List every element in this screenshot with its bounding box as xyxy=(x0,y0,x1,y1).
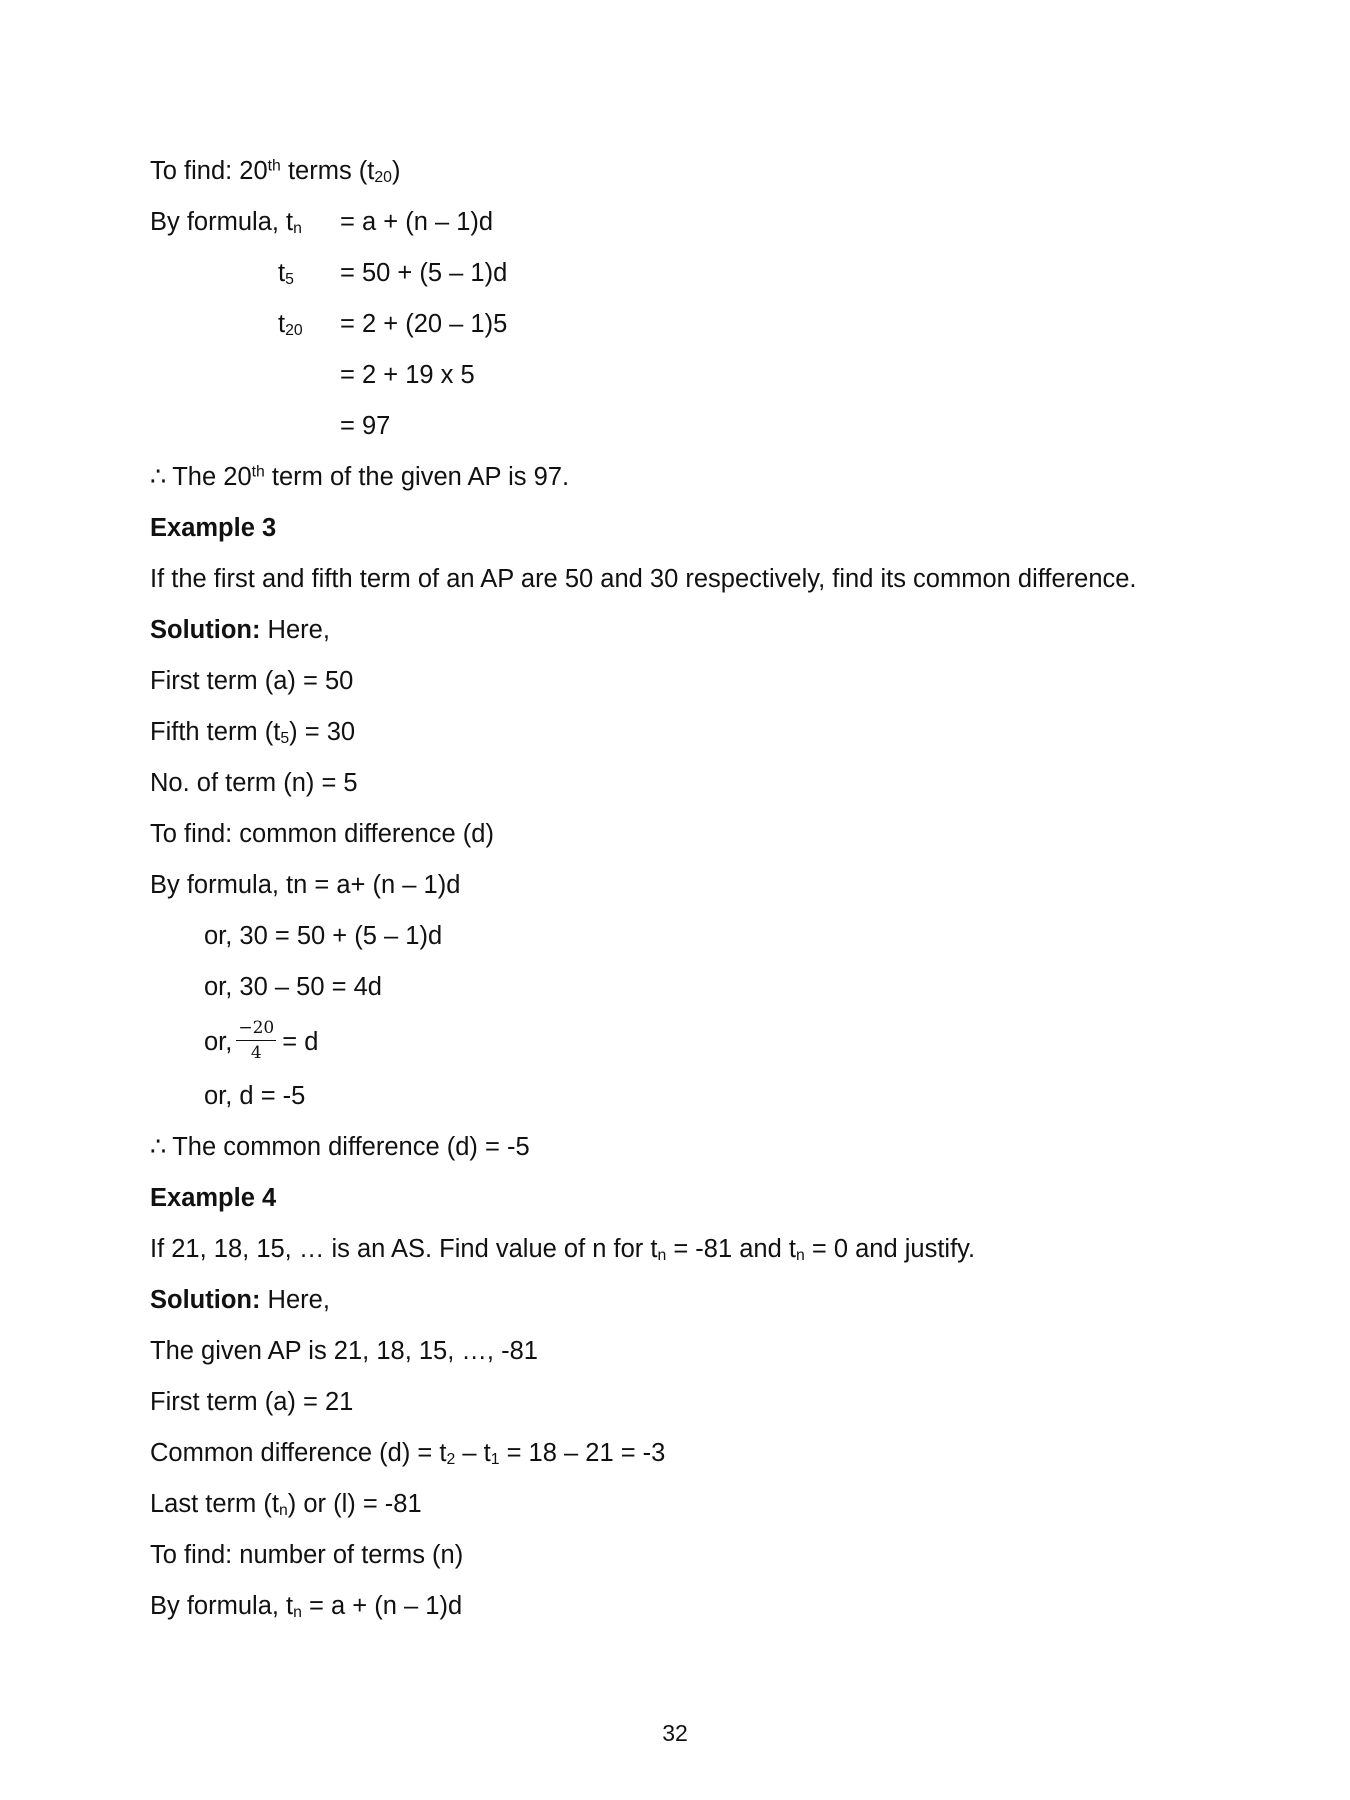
given-line: The given AP is 21, 18, 15, …, -81 xyxy=(150,1337,538,1365)
given-line: Common difference $(d) = t_2 - t_1 = 18 - 21 = -3$ xyxy=(150,1439,666,1469)
given-line: No. of term (n) = 5 xyxy=(150,769,358,797)
example-3-heading: Example 3 xyxy=(150,514,277,542)
t20-line: $t_{20}$ = 2 + (20 – 1)5 xyxy=(278,310,508,340)
page-number: 32 xyxy=(662,1720,688,1746)
to-find-line: To find: common difference (d) xyxy=(150,820,494,848)
given-line: Fifth term $(t_5) = 30$ xyxy=(150,718,356,748)
fraction-numerator: −20 xyxy=(236,1020,276,1041)
fraction-step-line: or, $\frac{-20}{4}$ = d xyxy=(204,1018,319,1064)
formula-line: By formula, $t_n = a + (n - 1)d$ xyxy=(150,1592,463,1622)
conclusion-line: ∴ The 20th term of the given AP is 97. xyxy=(150,452,1230,503)
fraction xyxy=(236,1020,276,1062)
formula-line: By formula, tn = a+ (n – 1)d xyxy=(150,871,461,899)
step-line: or, d = -5 xyxy=(204,1082,306,1110)
step-line: = 2 + 19 x 5 xyxy=(340,361,475,389)
page-content xyxy=(150,146,1230,1632)
solution-line: Solution: Here, xyxy=(150,1286,330,1314)
to-find-line: To find: number of terms (n) xyxy=(150,1541,464,1569)
therefore-symbol: ∴ xyxy=(150,1133,167,1161)
conclusion-line: ∴ The common difference (d) = -5 xyxy=(150,1122,1230,1173)
example-4-question: If 21, 18, 15, … is an AS. Find value of n for $t_n = -81$ and $t_n = 0$ and justify. xyxy=(150,1235,976,1265)
therefore-symbol: ∴ xyxy=(150,463,167,491)
given-line: Last term $(t_n)$ or (l) = -81 xyxy=(150,1490,422,1520)
example-3-question: If the first and fifth term of an AP are 50 and 30 respectively, find its common difference. xyxy=(150,565,1137,593)
solution-line: Solution: Here, xyxy=(150,616,330,644)
step-line: or, 30 = 50 + (5 – 1)d xyxy=(204,922,443,950)
given-line: First term (a) = 21 xyxy=(150,1388,354,1416)
fraction-denominator: 4 xyxy=(250,1043,262,1064)
formula-line: By formula, $t_n$ = a + (n – 1)d xyxy=(150,208,494,238)
to-find-line: To find: 20th terms $(t_{20})$ xyxy=(150,157,401,187)
step-line: = 97 xyxy=(340,412,391,440)
given-line: First term (a) = 50 xyxy=(150,667,354,695)
t5-line: $t_5$ = 50 + (5 – 1)d xyxy=(278,259,508,289)
example-4-heading: Example 4 xyxy=(150,1184,277,1212)
step-line: or, 30 – 50 = 4d xyxy=(204,973,382,1001)
